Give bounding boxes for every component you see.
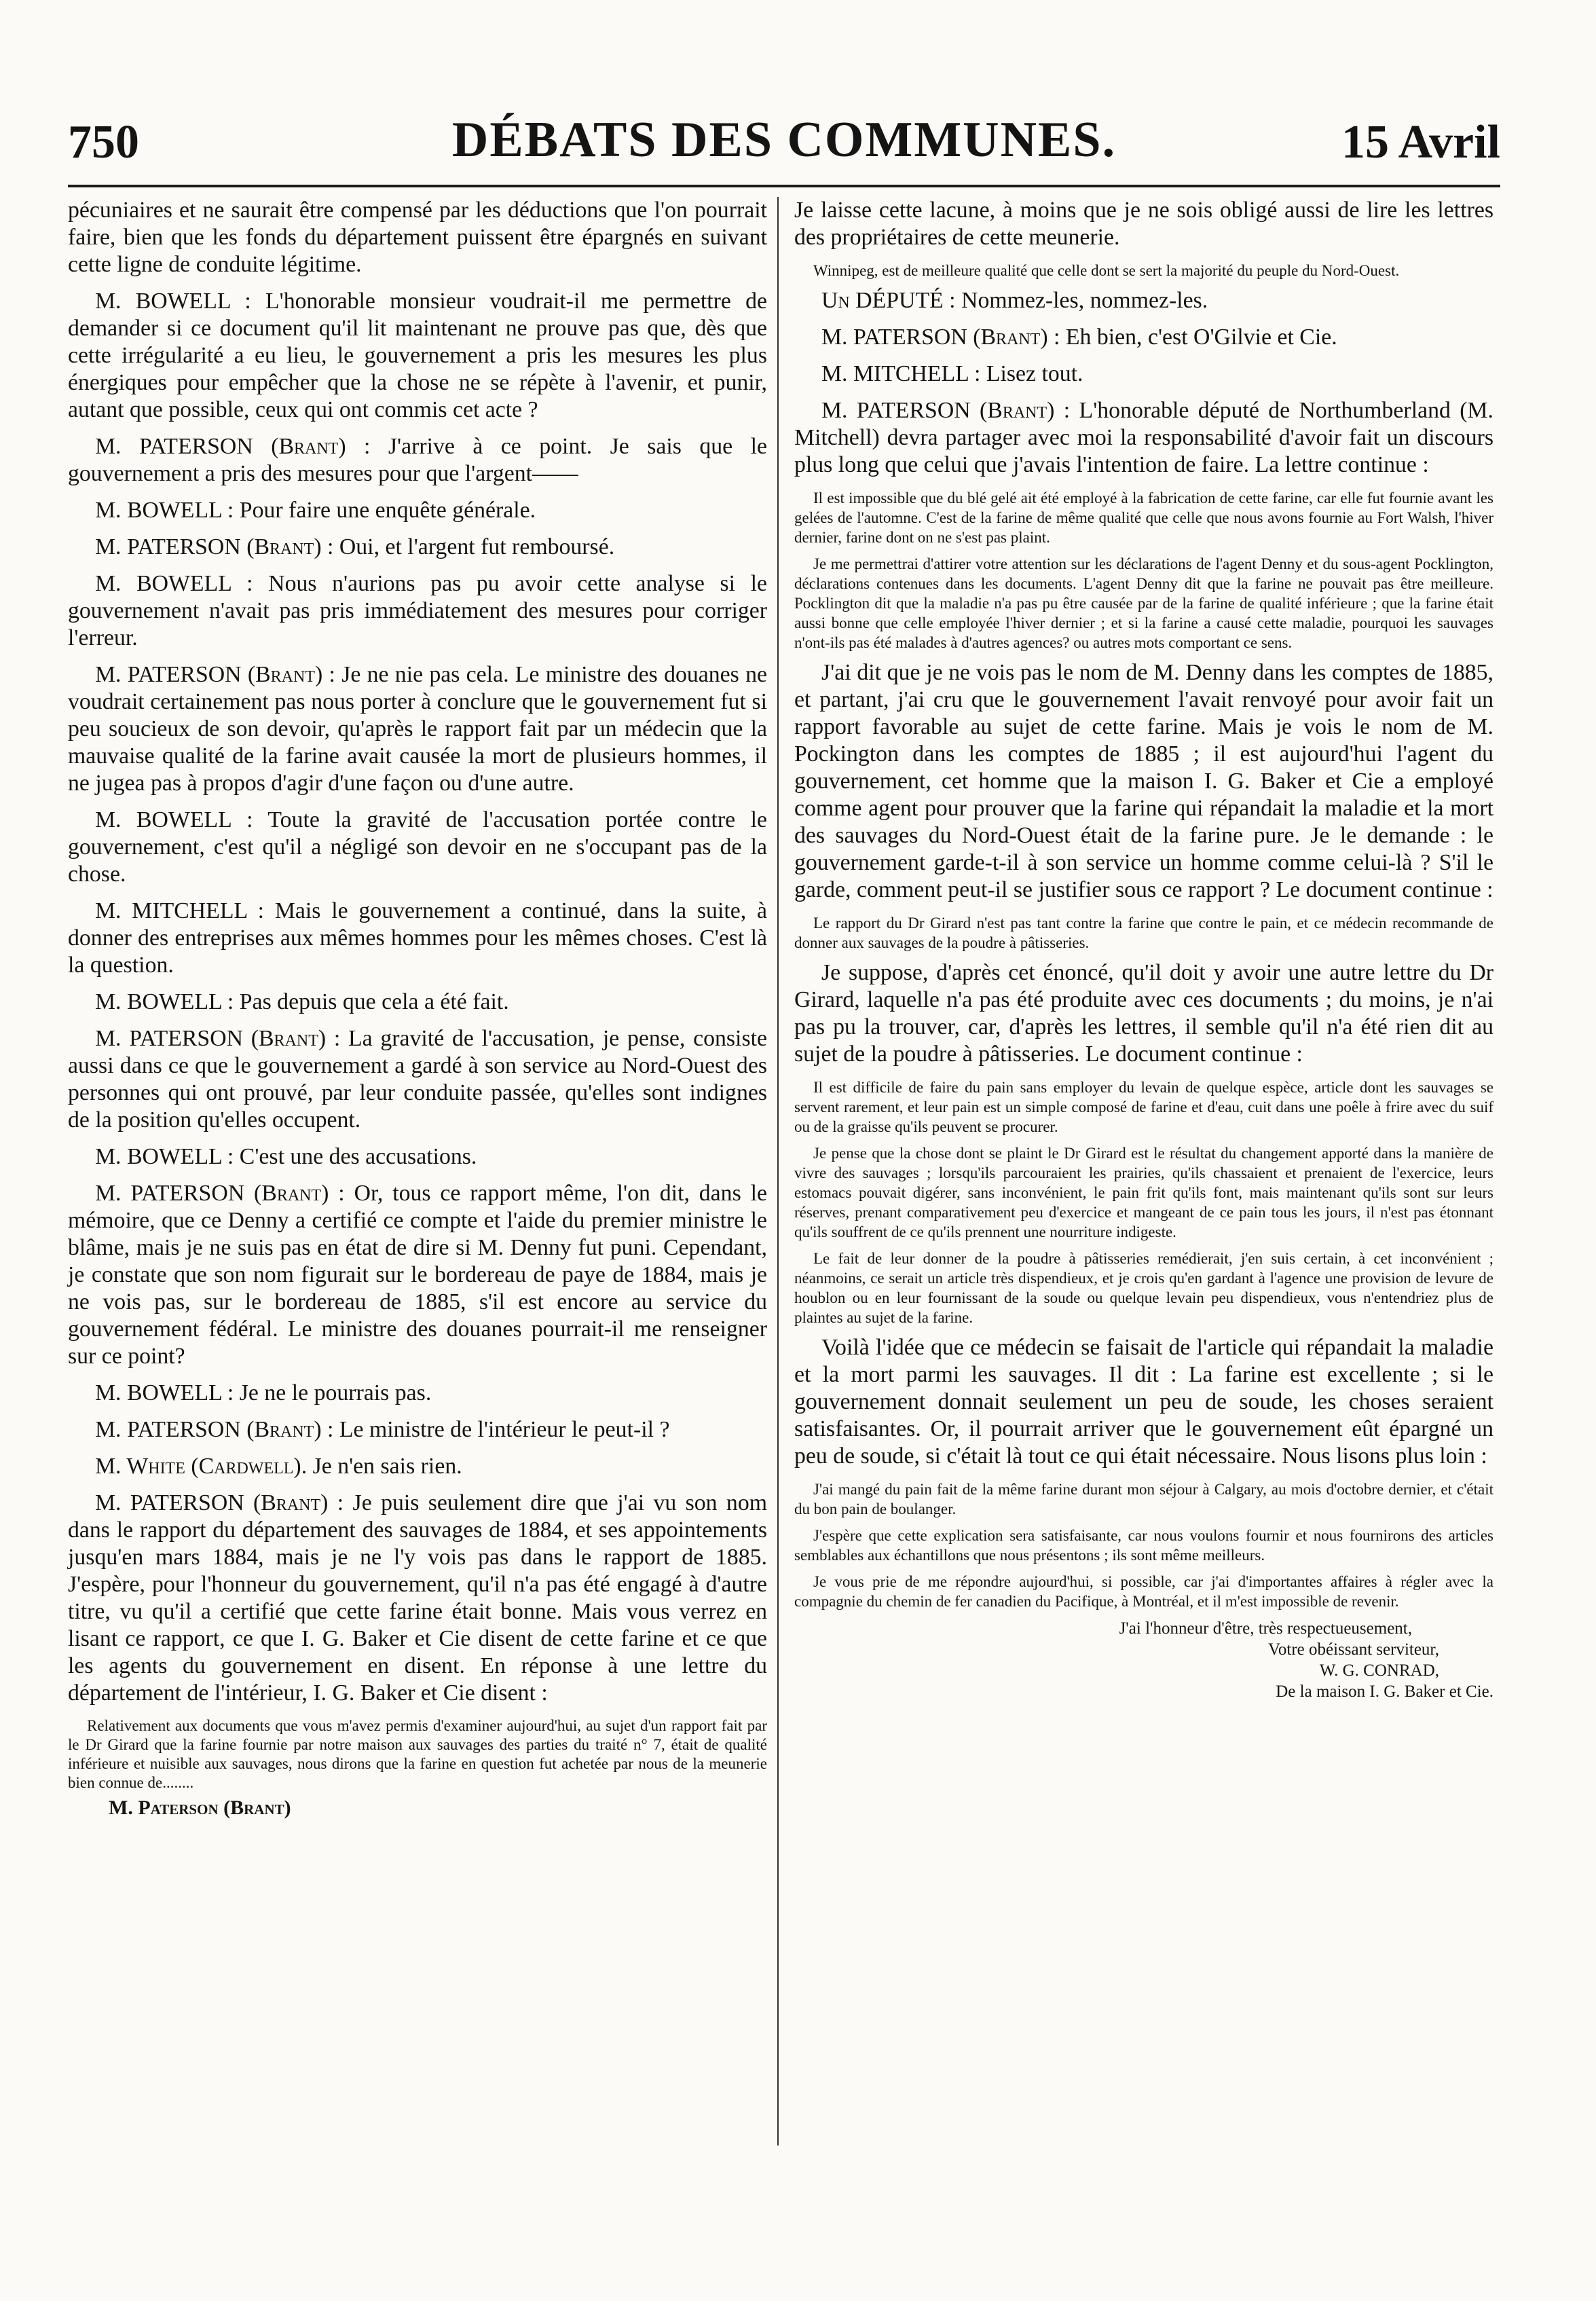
column-divider (777, 197, 779, 2146)
speaker-name: M. PATERSON (Brant) : (95, 534, 334, 559)
right-paragraphs-top (794, 197, 1493, 251)
speaker-name: M. BOWELL : (95, 989, 234, 1014)
paragraph-text: Mais le gouvernement a continué, dans la suite, à donner des entreprises aux mêmes hommes pour les mêmes choses. C'est là la question. (68, 898, 767, 978)
speaker-name: M. BOWELL : (95, 1144, 234, 1169)
paragraph-text: L'honorable monsieur voudrait-il me permettre de demander si ce document qu'il lit maintenant ne prouve pas que, dès que cette irrégularité a eu lieu, le gouvernement a pris les mesures les plus énergiques pour empêcher que la chose ne se répète à l'avenir, et punir, autant que possible, ceux qui ont commis cet acte ? (68, 289, 767, 422)
paragraph-text: Nommez-les, nommez-les. (961, 288, 1208, 313)
paragraph-text: Je ne le pourrais pas. (239, 1380, 432, 1405)
quote-paragraph: Le fait de leur donner de la poudre à pâtisseries remédierait, j'en suis certain, à cet inconvénient ; néanmoins, ce serait un article très dispendieux, et je crois qu'en gardant à l'agence une provision de levure de houblon ou en leur fournissant de la soude ou quelque levain peu dispendieux, vous n'entendriez plus de plaintes au sujet de la farine. (794, 1250, 1493, 1326)
header-rule (68, 185, 1500, 187)
right-paragraphs-mid3 (794, 959, 1493, 1068)
paragraph (68, 1143, 767, 1171)
speaker-name: M. PATERSON (Brant) : (95, 1490, 344, 1515)
paragraph (794, 287, 1493, 314)
speaker-name: M. PATERSON (Brant) : (95, 1181, 345, 1206)
paragraph-text: Toute la gravité de l'accusation portée contre le gouvernement, c'est qu'il a négligé son devoir en ne s'occupant pas de la chose. (68, 807, 768, 887)
paragraph-text: Pour faire une enquête générale. (239, 498, 536, 523)
letter-signature (794, 1618, 1493, 1702)
paragraph-text: Voilà l'idée que ce médecin se faisait de l'article qui répandait la maladie et la mort parmi les sauvages. Il dit : La farine est excellente ; si le gouvernement donnait seulement un peu de soude, les choses seraient satisfaisantes. Or, il pourrait arriver que le gouvernement eût épargné un peu de soude, si c'était là tout ce qui était nécessaire. Nous lisons plus loin : (794, 1335, 1493, 1469)
paragraph-text: Lisez tout. (986, 361, 1083, 386)
right-quote-3: Le rapport du Dr Girard n'est pas tant contre la farine que contre le pain, et ce médecin recommande de donner aux sauvages de la poudre à pâtisseries. (794, 915, 1493, 951)
paragraph (794, 361, 1493, 388)
speaker-name: M. PATERSON (Brant) : (95, 434, 371, 459)
speaker-name: M. BOWELL : (95, 498, 234, 523)
right-quote-5 (794, 1479, 1493, 1611)
paragraph (794, 659, 1493, 904)
paragraph-text: Je laisse cette lacune, à moins que je ne sois obligé aussi de lire les lettres des propriétaires de cette meunerie. (794, 198, 1493, 250)
paragraph-text: Pas depuis que cela a été fait. (239, 989, 509, 1014)
right-paragraphs-mid (794, 287, 1493, 479)
quote-paragraph: Il est impossible que du blé gelé ait été employé à la fabrication de cette farine, car elle fut fournie avant les gelées de l'automne. C'est de la farine de même qualité que celle que nous avons fournie au Fort Walsh, l'hiver dernier, farine dont on ne s'est pas plaint. (794, 490, 1493, 546)
paragraph-text: Je ne nie pas cela. Le ministre des douanes ne voudrait certainement pas nous porter à conclure que le gouvernement fut si peu soucieux de son devoir, qu'après le rapport fait par un médecin que la mauvaise qualité de la farine avait causée la mort de plusieurs hommes, il ne jugea pas à propos d'agir d'une façon ou d'une autre. (68, 662, 768, 796)
paragraph-text: J'ai dit que je ne vois pas le nom de M. Denny dans les comptes de 1885, et partant, j'ai cru que le gouvernement l'avait renvoyé pour avoir fait un rapport favorable au sujet de cette farine. Mais je vois le nom de M. Pockington dans les comptes de 1885 ; il est aujourd'hui l'agent du gouvernement, cet homme que la maison I. G. Baker et Cie a employé comme agent pour prouver que la farine qui répandait la maladie et la mort des sauvages du Nord-Ouest était de la farine pure. Je le demande : le gouvernement garde-t-il à son service un homme comme celui-là ? S'il le garde, comment peut-il se justifier sous ce rapport ? Le document continue : (794, 660, 1493, 902)
signature-servant: Votre obéissant serviteur, (1268, 1640, 1439, 1659)
right-quote-2 (794, 488, 1493, 652)
speaker-name: M. MITCHELL : (821, 361, 981, 386)
paragraph-text: L'honorable député de Northumberland (M. Mitchell) devra partager avec moi la responsabilité d'avoir fait un discours plus long que celui que j'avais l'intention de faire. La lettre continue : (794, 398, 1493, 477)
speaker-name: M. PATERSON (Brant) : (821, 398, 1071, 423)
left-footnote-signature: M. Paterson (Brant) (109, 1797, 291, 1819)
paragraph (68, 1180, 767, 1370)
page-date: 15 Avril (1341, 116, 1500, 168)
speaker-name: M. PATERSON (Brant) : (95, 1026, 341, 1051)
paragraph-text: C'est une des accusations. (239, 1144, 477, 1169)
left-column (68, 197, 767, 1820)
speaker-name: Un DÉPUTÉ : (821, 288, 956, 313)
quote-paragraph: Je pense que la chose dont se plaint le Dr Girard est le résultat du changement apporté dans la manière de vivre des sauvages ; lorsqu'ils parcouraient les prairies, qu'ils chassaient et prenaient de l'exercice, leurs estomacs pouvait digérer, sans inconvénient, le pain frit qu'ils font, mais maintenant qu'ils sont sur leurs réserves, prenant comparativement peu d'exercice et mangeant de ce pain tous les jours, il n'est pas étonnant qu'ils souffrent de ce qu'ils prennent une nourriture indigeste. (794, 1145, 1493, 1240)
paragraph-text: Le ministre de l'intérieur le peut-il ? (339, 1417, 670, 1442)
paragraph (68, 1490, 767, 1707)
paragraph (68, 807, 767, 888)
paragraph (68, 1025, 767, 1134)
paragraph-text: Or, tous ce rapport même, l'on dit, dans le mémoire, que ce Denny a certifié ce compte et l'aide du premier ministre le blâme, mais je ne suis pas en état de dire si M. Denny fut puni. Cependant, je constate que son nom figurait sur le bordereau de paye de 1884, mais je ne vois pas, sur le bordereau de 1885, s'il est encore au service du gouvernement fédéral. Le ministre des douanes pourrait-il me renseigner sur ce point? (68, 1181, 767, 1369)
quote-paragraph: J'espère que cette explication sera satisfaisante, car nous voulons fournir et nous fournirons des articles semblables aux échantillons que nous présentons ; ils sont même meilleurs. (794, 1527, 1493, 1564)
speaker-name: M. BOWELL : (95, 571, 253, 596)
paragraph (68, 570, 767, 652)
speaker-name: M. BOWELL : (95, 289, 251, 314)
paragraph (794, 397, 1493, 479)
paragraph (794, 959, 1493, 1068)
paragraph (68, 534, 767, 561)
signature-closing: J'ai l'honneur d'être, très respectueusement, (1119, 1619, 1412, 1638)
page-header (68, 102, 1500, 183)
speaker-name: M. White (Cardwell). (95, 1454, 308, 1479)
right-quote-4 (794, 1078, 1493, 1327)
quote-paragraph: Il est difficile de faire du pain sans employer du levain de quelque espèce, article dont les sauvages se servent rarement, et leur pain est un simple composé de farine et d'eau, cuit dans une poêle à frire avec du suif ou de la graisse qu'ils peuvent se procurer. (794, 1079, 1493, 1135)
paragraph (68, 1380, 767, 1407)
paragraph (68, 1416, 767, 1443)
paragraph-text: Je suppose, d'après cet énoncé, qu'il doit y avoir une autre lettre du Dr Girard, laquelle n'a pas été produite avec ces documents ; du moins, je n'ai pas pu la trouver, car, d'après les lettres, il semble qu'il n'a été rien dit au sujet de la poudre à pâtisseries. Le document continue : (794, 960, 1493, 1067)
paragraph (68, 898, 767, 979)
signature-firm: De la maison I. G. Baker et Cie. (1276, 1682, 1493, 1701)
paragraph (68, 433, 767, 487)
speaker-name: M. PATERSON (Brant) : (95, 662, 335, 687)
paragraph-text: J'arrive à ce point. Je sais que le gouvernement a pris des mesures pour que l'argent—— (68, 434, 768, 486)
right-paragraphs-mid2 (794, 659, 1493, 904)
paragraph-text: Nous n'aurions pas pu avoir cette analyse si le gouvernement n'avait pas pris immédiatement des mesures pour corriger l'erreur. (68, 571, 767, 650)
paragraph (794, 324, 1493, 351)
paragraph-text: La gravité de l'accusation, je pense, consiste aussi dans ce que le gouvernement a gardé à son service au Nord-Ouest des personnes qui ont prouvé, par leur conduite passée, qu'elles sont indignes de la position qu'elles occupent. (68, 1026, 767, 1133)
paragraph-text: pécuniaires et ne saurait être compensé par les déductions que l'on pourrait faire, bien que les fonds du département puissent être épargnés en suivant cette ligne de conduite légitime. (68, 198, 767, 277)
paragraph-text: Eh bien, c'est O'Gilvie et Cie. (1065, 325, 1337, 350)
paragraph-text: Oui, et l'argent fut remboursé. (339, 534, 615, 559)
signature-name: W. G. CONRAD, (1319, 1661, 1439, 1680)
paragraph (68, 661, 767, 797)
paragraph (68, 1453, 767, 1480)
speaker-name: M. BOWELL : (95, 807, 253, 832)
speaker-name: M. BOWELL : (95, 1380, 234, 1405)
quote-paragraph: Je vous prie de me répondre aujourd'hui, si possible, car j'ai d'importantes affaires à régler avec la compagnie du chemin de fer canadien du Pacifique, à Montréal, et il m'est impossible de revenir. (794, 1573, 1493, 1610)
quote-paragraph: J'ai mangé du pain fait de la même farine durant mon séjour à Calgary, au mois d'octobre dernier, et c'était du bon pain de boulanger. (794, 1481, 1493, 1517)
paragraph-text: Je puis seulement dire que j'ai vu son nom dans le rapport du département des sauvages de 1884, et ses appointements jusqu'en mars 1884, mais je ne l'y vois pas dans le rapport de 1885. J'espère, pour l'honneur du gouvernement, qu'il n'a pas été engagé à d'autre titre, vu qu'il a certifié que cette farine était bonne. Mais vous verrez en lisant ce rapport, ce que I. G. Baker et Cie disent de cette farine et ce que les agents du gouvernement en disent. En réponse à une lettre du département de l'intérieur, I. G. Baker et Cie disent : (68, 1490, 768, 1706)
paragraph (68, 989, 767, 1016)
paragraph-text: Je n'en sais rien. (312, 1454, 462, 1479)
right-quote-1: Winnipeg, est de meilleure qualité que celle dont se sert la majorité du peuple du Nord-Ouest. (813, 262, 1400, 279)
paragraph (68, 288, 767, 424)
left-footnote: Relativement aux documents que vous m'avez permis d'examiner aujourd'hui, au sujet d'un rapport fait par le Dr Girard que la farine fournie par notre maison aux sauvages des parties du traité n° 7, était de qualité inférieure et nuisible aux sauvages, nous dirons que la farine en question fut achetée par nous de la meunerie bien connue de........ (68, 1717, 767, 1791)
right-paragraphs-mid4 (794, 1334, 1493, 1470)
quote-paragraph: Je me permettrai d'attirer votre attention sur les déclarations de l'agent Denny et du sous-agent Pocklington, déclarations contenues dans les documents. L'agent Denny dit que la farine ne pouvait pas être meilleure. Pocklington dit que la maladie n'a pas pu être causée par de la farine de qualité inférieure ; que la farine était aussi bonne que celle employée l'hiver dernier ; et si la farine a causé cette maladie, pourquoi les sauvages n'ont-ils pas été malades à d'autres agences? ou autres mots comportant ce sens. (794, 555, 1493, 651)
paragraph (794, 197, 1493, 251)
right-column (794, 197, 1493, 1702)
page-title: DÉBATS DES COMMUNES. (451, 112, 1117, 168)
speaker-name: M. MITCHELL : (95, 898, 265, 923)
left-paragraphs (68, 197, 767, 1707)
paragraph (68, 197, 767, 278)
speaker-name: M. PATERSON (Brant) : (95, 1417, 334, 1442)
paragraph (794, 1334, 1493, 1470)
page-number: 750 (68, 116, 139, 168)
speaker-name: M. PATERSON (Brant) : (821, 325, 1060, 350)
paragraph (68, 497, 767, 524)
